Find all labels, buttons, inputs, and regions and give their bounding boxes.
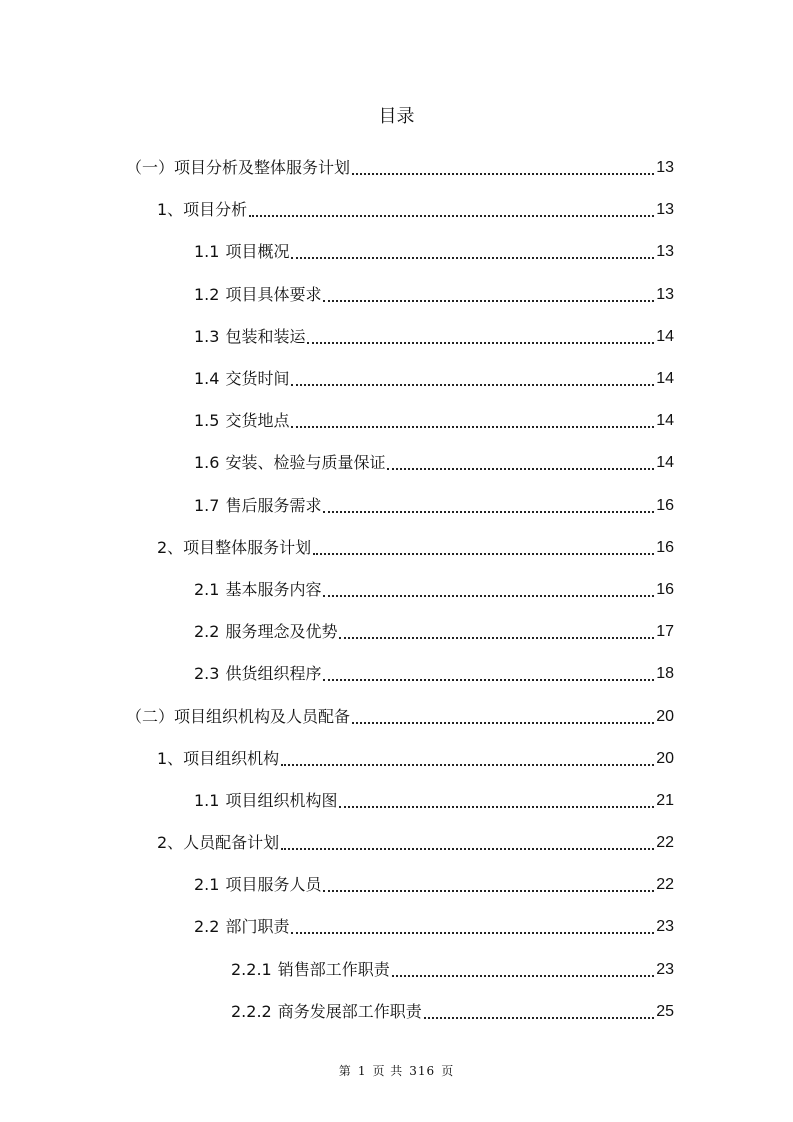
toc-entry[interactable] <box>0 991 793 1033</box>
toc-entry-label <box>157 747 279 771</box>
toc-entry-page-number: 22 <box>656 876 674 894</box>
toc-entry-label <box>157 536 311 560</box>
toc-entry-number: 2.3 <box>194 664 220 684</box>
toc-entry-label <box>194 620 337 644</box>
toc-entry-page-number: 16 <box>656 580 674 598</box>
toc-entry-label <box>231 958 390 982</box>
toc-entry-label <box>194 873 321 897</box>
toc-entry-page-number: 20 <box>656 707 674 725</box>
toc-entry-page-number: 14 <box>656 412 674 430</box>
toc-entry[interactable] <box>0 906 793 948</box>
toc-entry-number: 2.1 <box>194 875 220 895</box>
toc-entry[interactable] <box>0 949 793 991</box>
toc-entry-label <box>231 1000 422 1024</box>
dot-leader <box>281 764 654 766</box>
toc-entry-page-number: 16 <box>656 538 674 556</box>
toc-entry-page-number: 13 <box>656 201 674 219</box>
toc-entry-text: 供货组织程序 <box>225 664 322 684</box>
toc-entry-number: 1.4 <box>194 369 220 389</box>
toc-entry-label <box>194 240 289 264</box>
toc-entry[interactable] <box>0 231 793 273</box>
toc-entry[interactable] <box>0 274 793 316</box>
toc-entry-number: 2.2 <box>194 622 220 642</box>
toc-entry-text: 项目服务人员 <box>225 875 322 895</box>
toc-entry-text: 包装和装运 <box>225 326 306 346</box>
toc-entry[interactable] <box>0 569 793 611</box>
toc-entry[interactable] <box>0 189 793 231</box>
toc-entry-number: 2.2.2 <box>231 1001 272 1021</box>
toc-entry[interactable] <box>0 485 793 527</box>
toc-entry-text: 基本服务内容 <box>225 579 322 599</box>
toc-entry-text: 部门职责 <box>225 917 290 937</box>
dot-leader <box>291 257 654 259</box>
toc-entry-page-number: 23 <box>656 918 674 936</box>
toc-entry-label <box>194 662 321 686</box>
toc-entry[interactable] <box>0 695 793 737</box>
toc-entry[interactable] <box>0 780 793 822</box>
toc-entry-number: 1.6 <box>194 453 220 473</box>
toc-entry-text: 2、项目整体服务计划 <box>157 537 312 557</box>
footer-middle: 页 共 <box>372 1064 404 1078</box>
toc-entry-page-number: 17 <box>656 623 674 641</box>
toc-entry[interactable] <box>0 611 793 653</box>
toc-entry-text: （一）项目分析及整体服务计划 <box>126 158 351 178</box>
dot-leader <box>323 511 654 513</box>
toc-entry-label <box>194 578 321 602</box>
toc-entry-text: 商务发展部工作职责 <box>277 1001 422 1021</box>
dot-leader <box>392 975 654 977</box>
toc-entry-text: 1、项目分析 <box>157 200 248 220</box>
toc-entry[interactable] <box>0 738 793 780</box>
toc-entry-label <box>194 451 385 475</box>
toc-entry-text: 交货地点 <box>225 411 290 431</box>
dot-leader <box>323 300 654 302</box>
toc-entry-number: 1.7 <box>194 495 220 515</box>
footer-prefix: 第 <box>338 1064 352 1078</box>
toc-entry-page-number: 18 <box>656 665 674 683</box>
toc-entry-number: 1.1 <box>194 242 220 262</box>
toc-entry-page-number: 13 <box>656 285 674 303</box>
toc-entry-label <box>194 367 289 391</box>
toc-entry-label <box>157 198 247 222</box>
dot-leader <box>339 806 654 808</box>
page-footer <box>0 1062 793 1080</box>
toc-list <box>0 147 793 1033</box>
toc-entry-number: 1.3 <box>194 326 220 346</box>
dot-leader <box>313 553 654 555</box>
toc-entry-text: 项目组织机构图 <box>225 790 338 810</box>
toc-entry-label <box>194 283 321 307</box>
toc-entry-label <box>194 409 289 433</box>
dot-leader <box>249 215 654 217</box>
toc-entry-label <box>194 325 305 349</box>
toc-entry-page-number: 16 <box>656 496 674 514</box>
toc-entry[interactable] <box>0 822 793 864</box>
toc-entry-label <box>194 494 321 518</box>
dot-leader <box>307 342 654 344</box>
toc-entry-text: 项目概况 <box>225 242 290 262</box>
toc-entry[interactable] <box>0 358 793 400</box>
toc-entry-page-number: 23 <box>656 960 674 978</box>
toc-entry-number: 2.2.1 <box>231 959 272 979</box>
toc-entry-text: 交货时间 <box>225 369 290 389</box>
toc-entry[interactable] <box>0 864 793 906</box>
toc-entry-page-number: 22 <box>656 834 674 852</box>
dot-leader <box>291 932 654 934</box>
dot-leader <box>291 426 654 428</box>
toc-entry-page-number: 14 <box>656 370 674 388</box>
toc-entry-text: 售后服务需求 <box>225 495 322 515</box>
toc-entry-label <box>194 789 337 813</box>
toc-entry-number: 1.1 <box>194 790 220 810</box>
toc-entry-text: 项目具体要求 <box>225 284 322 304</box>
toc-entry-label <box>194 915 289 939</box>
toc-entry-number: 2.1 <box>194 579 220 599</box>
toc-entry-page-number: 13 <box>656 243 674 261</box>
toc-entry-number: 2.2 <box>194 917 220 937</box>
toc-entry[interactable] <box>0 527 793 569</box>
toc-title: 目录 <box>378 106 415 127</box>
dot-leader <box>352 722 654 724</box>
toc-entry-number: 1.2 <box>194 284 220 304</box>
footer-current-page: 1 <box>357 1064 367 1078</box>
toc-entry[interactable] <box>0 442 793 484</box>
toc-entry-text: 1、项目组织机构 <box>157 748 280 768</box>
toc-entry-page-number: 21 <box>656 791 674 809</box>
toc-entry-number: 1.5 <box>194 411 220 431</box>
toc-entry-label <box>157 831 279 855</box>
toc-entry-text: 2、人员配备计划 <box>157 833 280 853</box>
dot-leader <box>352 173 654 175</box>
dot-leader <box>281 848 654 850</box>
toc-entry-text: 服务理念及优势 <box>225 622 338 642</box>
footer-total-pages: 316 <box>409 1064 436 1078</box>
dot-leader <box>323 890 654 892</box>
toc-entry-page-number: 25 <box>656 1002 674 1020</box>
toc-entry[interactable] <box>0 400 793 442</box>
dot-leader <box>424 1017 654 1019</box>
dot-leader <box>291 384 654 386</box>
toc-entry[interactable] <box>0 147 793 189</box>
toc-entry-text: （二）项目组织机构及人员配备 <box>126 706 351 726</box>
toc-entry-label <box>126 156 350 180</box>
footer-suffix: 页 <box>441 1064 455 1078</box>
toc-entry-text: 销售部工作职责 <box>277 959 390 979</box>
dot-leader <box>339 637 654 639</box>
toc-entry-text: 安装、检验与质量保证 <box>225 453 386 473</box>
toc-entry[interactable] <box>0 316 793 358</box>
dot-leader <box>323 679 654 681</box>
dot-leader <box>323 595 654 597</box>
toc-entry-page-number: 14 <box>656 454 674 472</box>
toc-entry-label <box>126 705 350 729</box>
toc-entry-page-number: 13 <box>656 159 674 177</box>
dot-leader <box>387 468 654 470</box>
toc-entry-page-number: 20 <box>656 749 674 767</box>
toc-entry[interactable] <box>0 653 793 695</box>
toc-entry-page-number: 14 <box>656 327 674 345</box>
